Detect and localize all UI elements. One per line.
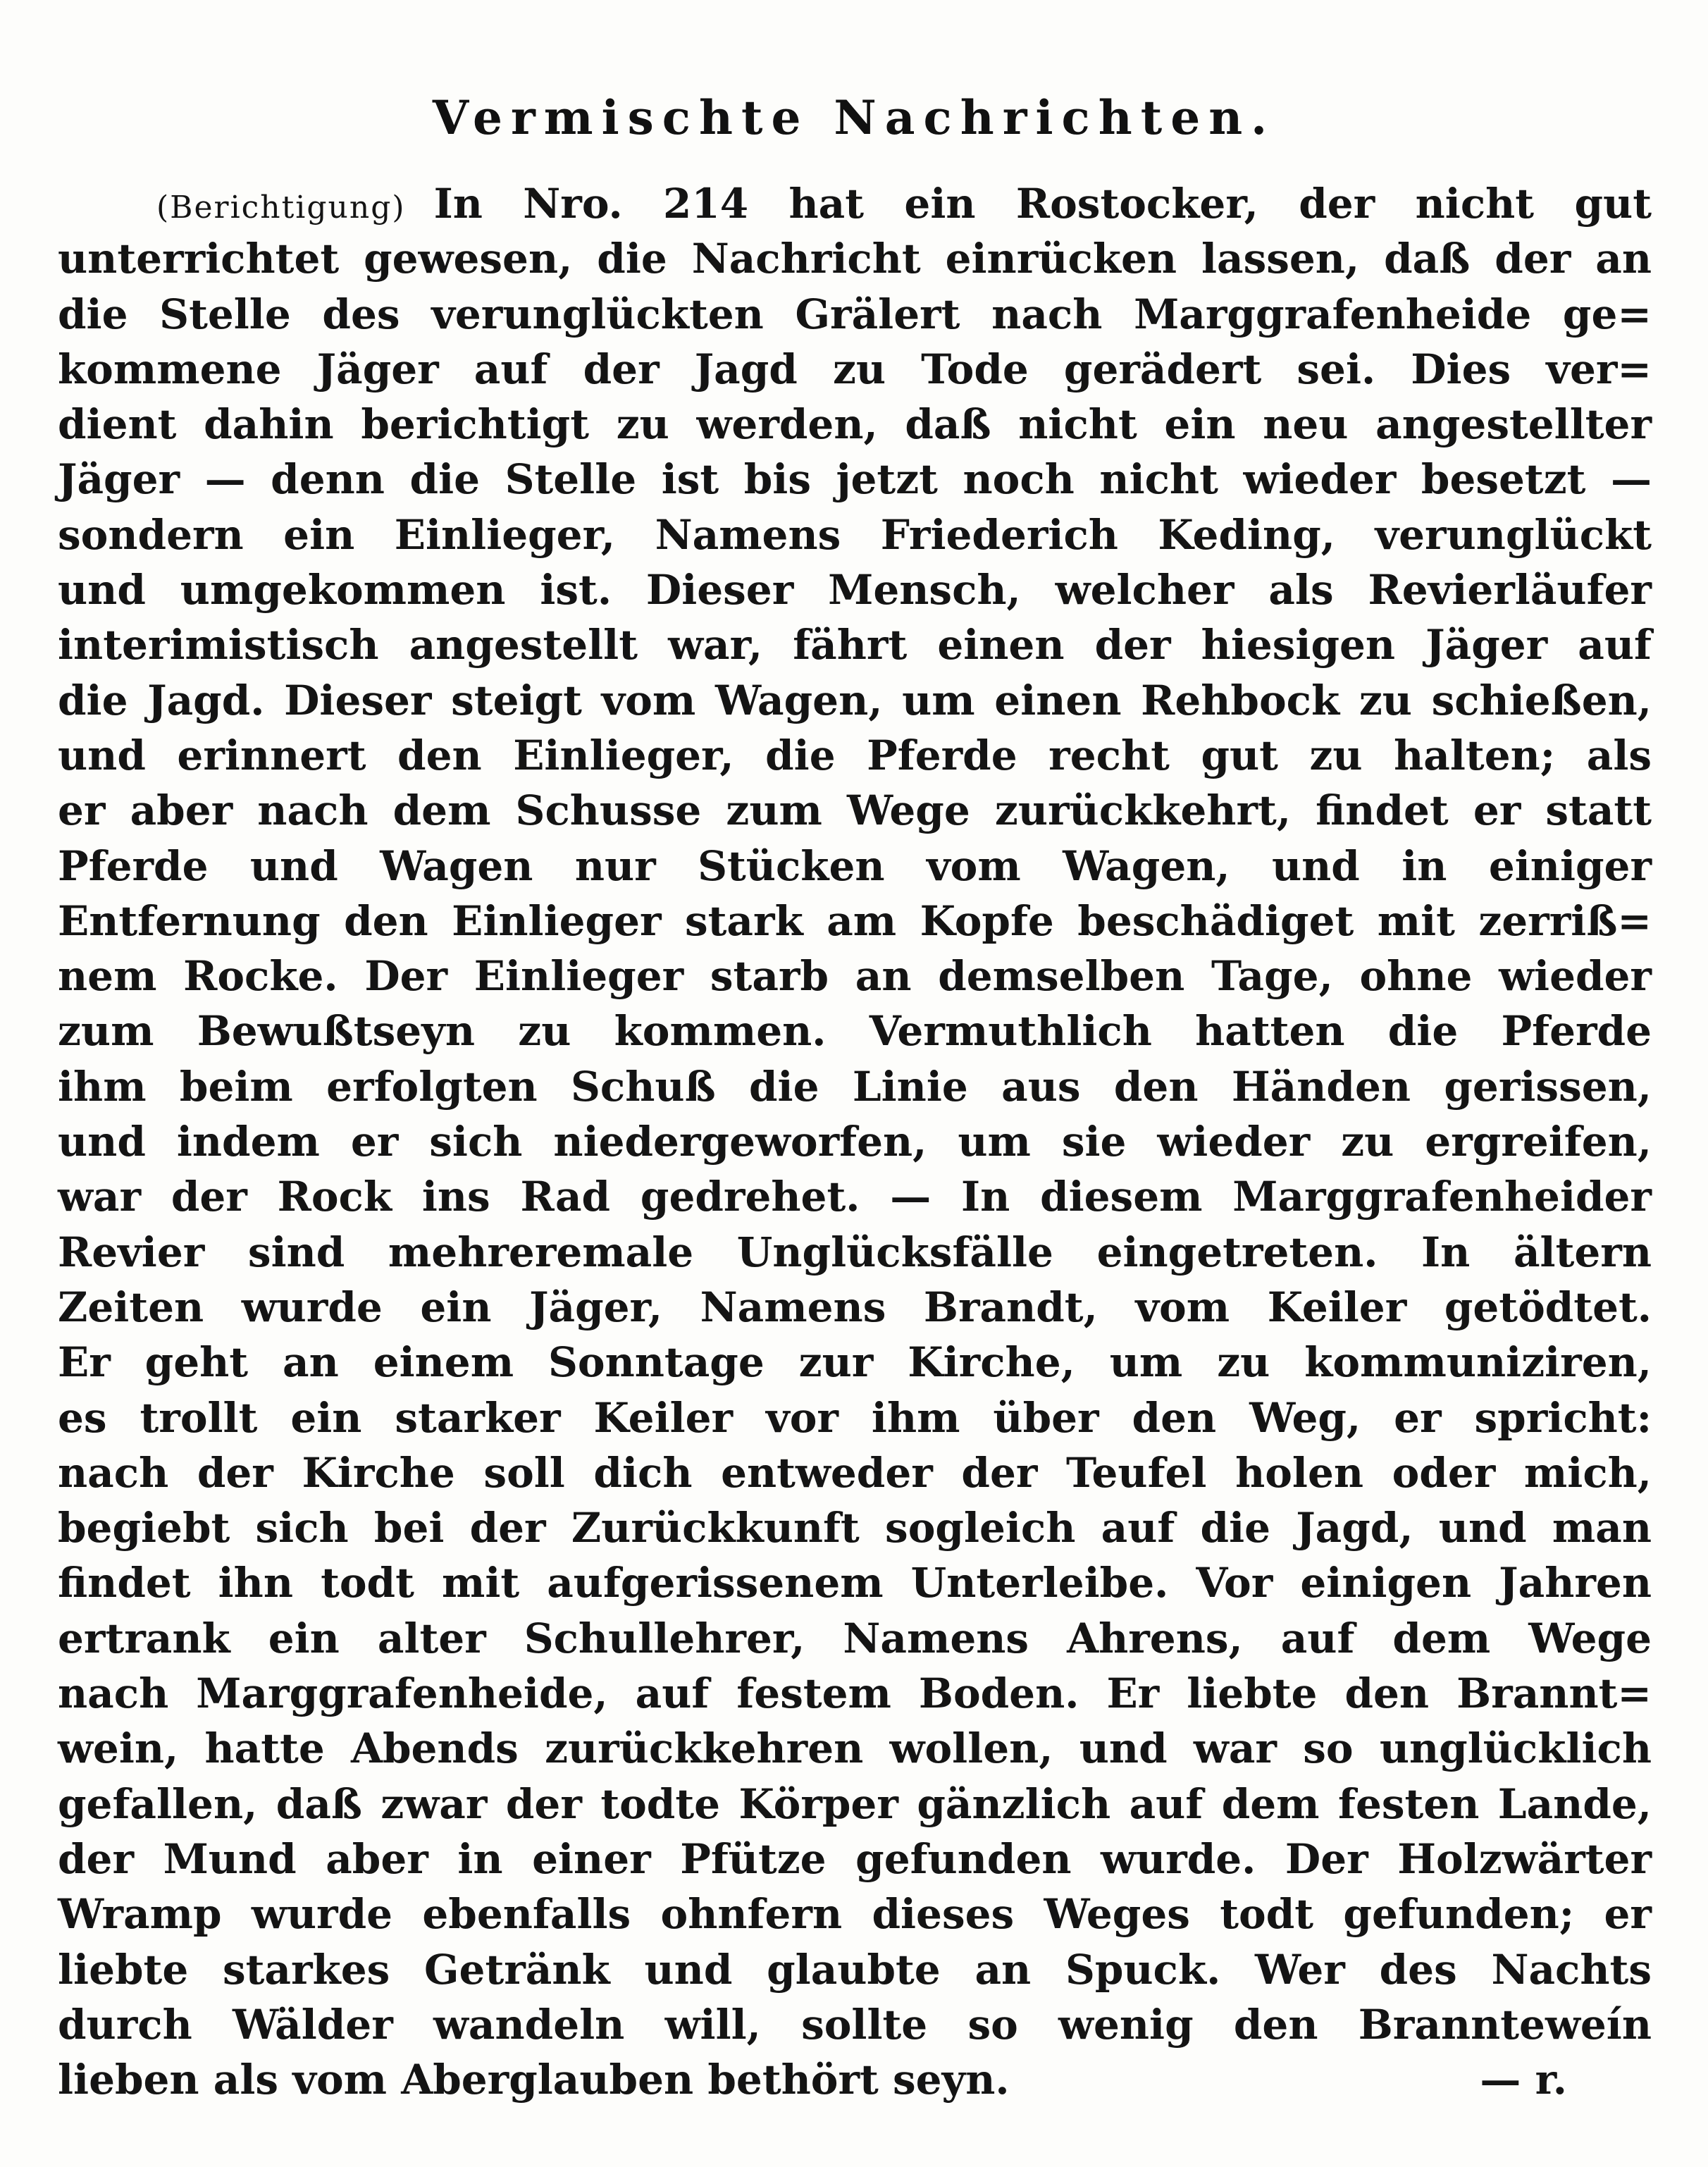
article-line: Pferde und Wagen nur Stücken vom Wagen, und in einiger: [58, 841, 1652, 890]
article-line: durch Wälder wandeln will, sollte so wenig den Brannteweín: [58, 2000, 1652, 2049]
article-line: begiebt sich bei der Zurückkunft sogleich auf die Jagd, und man: [58, 1504, 1652, 1552]
article-line: Revier sind mehreremale Unglücksfälle eingetreten. In ältern: [58, 1228, 1652, 1276]
article-line: findet ihn todt mit aufgerissenem Unterleibe. Vor einigen Jahren: [58, 1559, 1652, 1607]
article-line: Zeiten wurde ein Jäger, Namens Brandt, vom Keiler getödtet.: [58, 1283, 1652, 1331]
article-line: und erinnert den Einlieger, die Pferde recht gut zu halten; als: [58, 731, 1652, 779]
article-line: Jäger — denn die Stelle ist bis jetzt noch nicht wieder besetzt —: [58, 455, 1652, 504]
article-line: nach Marggrafenheide, auf festem Boden. Er liebte den Brannt=: [58, 1669, 1652, 1718]
article-line: unterrichtet gewesen, die Nachricht einrücken lassen, daß der an: [58, 235, 1652, 283]
article-line: kommene Jäger auf der Jagd zu Tode gerädert sei. Dies ver=: [58, 345, 1652, 393]
article-line: dient dahin berichtigt zu werden, daß nicht ein neu angestellter: [58, 400, 1652, 449]
article-line: er aber nach dem Schusse zum Wege zurückkehrt, findet er statt: [58, 786, 1652, 835]
article-line: nach der Kirche soll dich entweder der Teufel holen oder mich,: [58, 1448, 1652, 1497]
article-line: (Berichtigung) In Nro. 214 hat ein Rostocker, der nicht gut: [156, 180, 1652, 228]
article-line: zum Bewußtseyn zu kommen. Vermuthlich hatten die Pferde: [58, 1007, 1652, 1056]
section-heading: Vermischte Nachrichten.: [432, 90, 1276, 145]
article-line: nem Rocke. Der Einlieger starb an demselben Tage, ohne wieder: [58, 952, 1652, 1001]
article-line: es trollt ein starker Keiler vor ihm über den Weg, er spricht:: [58, 1393, 1652, 1442]
article-line: und indem er sich niedergeworfen, um sie wieder zu ergreifen,: [58, 1118, 1652, 1166]
article-line: ertrank ein alter Schullehrer, Namens Ahrens, auf dem Wege: [58, 1614, 1652, 1662]
article-line: gefallen, daß zwar der todte Körper gänzlich auf dem festen Lande,: [58, 1779, 1652, 1828]
article-line: war der Rock ins Rad gedrehet. — In diesem Marggrafenheider: [58, 1173, 1652, 1221]
article-line: liebte starkes Getränk und glaubte an Spuck. Wer des Nachts: [58, 1945, 1652, 1994]
article-line: wein, hatte Abends zurückkehren wollen, und war so unglücklich: [58, 1724, 1652, 1773]
author-signature: — r.: [1480, 2056, 1567, 2104]
article-line: Wramp wurde ebenfalls ohnfern dieses Weges todt gefunden; er: [58, 1890, 1652, 1939]
article-final-line: lieben als vom Aberglauben bethört seyn.: [58, 2056, 1010, 2104]
article-line: interimistisch angestellt war, fährt einen der hiesigen Jäger auf: [58, 621, 1652, 669]
article-line: [58, 2052, 1652, 2107]
article-line: Entfernung den Einlieger stark am Kopfe beschädiget mit zerriß=: [58, 896, 1652, 945]
article-line: sondern ein Einlieger, Namens Friederich Keding, verunglückt: [58, 510, 1652, 559]
article-body: [58, 176, 1652, 2107]
article-line: die Jagd. Dieser steigt vom Wagen, um einen Rehbock zu schießen,: [58, 676, 1652, 724]
article-line: der Mund aber in einer Pfütze gefunden wurde. Der Holzwärter: [58, 1834, 1652, 1883]
article-line: Er geht an einem Sonntage zur Kirche, um zu kommuniziren,: [58, 1338, 1652, 1387]
article-lead: (Berichtigung): [156, 190, 406, 226]
article-line: und umgekommen ist. Dieser Mensch, welcher als Revierläufer: [58, 566, 1652, 615]
article-line: ihm beim erfolgten Schuß die Linie aus den Händen gerissen,: [58, 1062, 1652, 1111]
article-line: die Stelle des verunglückten Grälert nach Marggrafenheide ge=: [58, 290, 1652, 338]
